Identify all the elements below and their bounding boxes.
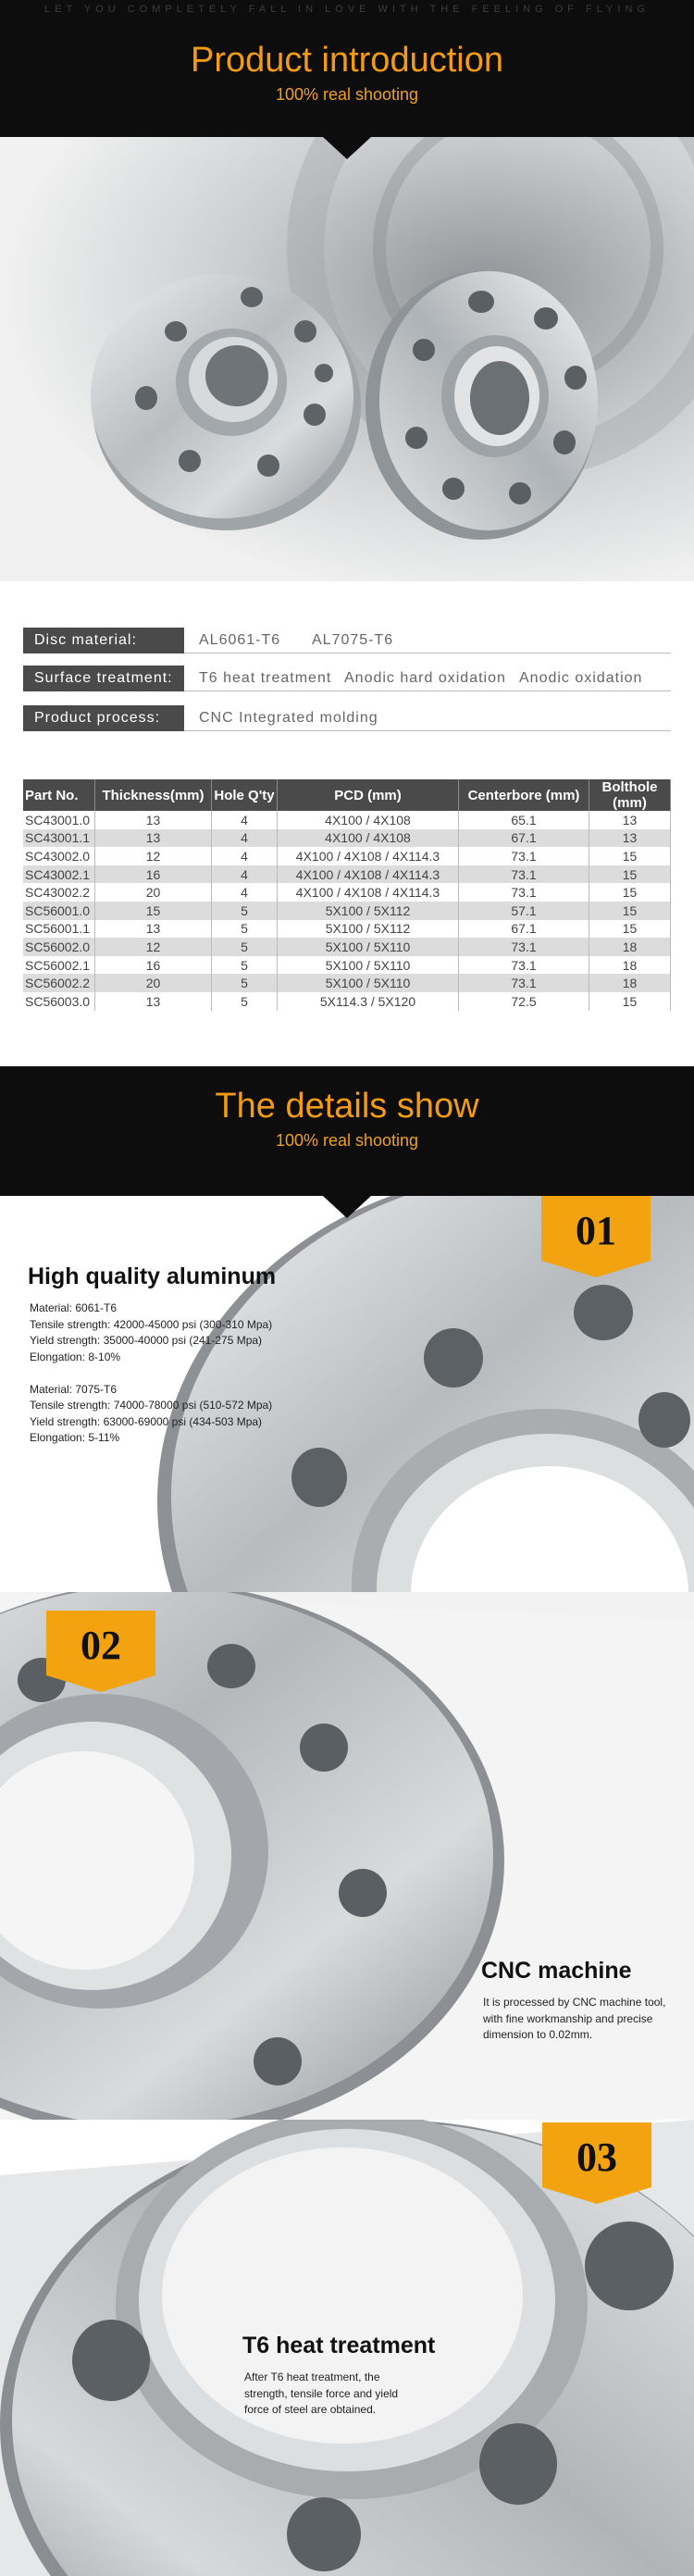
intro-header bbox=[0, 0, 694, 137]
table-cell: 73.1 bbox=[459, 847, 589, 865]
table-cell: 5 bbox=[212, 974, 278, 992]
table-cell: 18 bbox=[589, 956, 671, 975]
spec-label: Product process: bbox=[23, 705, 184, 731]
table-cell: 20 bbox=[95, 974, 212, 992]
table-row bbox=[23, 974, 671, 992]
table-header-cell: Bolthole (mm) bbox=[589, 779, 671, 811]
product-photo bbox=[0, 137, 694, 581]
detail-text: It is processed by CNC machine tool, with fine workmanship and precise dimension to 0.02mm. bbox=[483, 1996, 666, 2041]
table-cell: 65.1 bbox=[459, 811, 589, 829]
table-cell: 15 bbox=[589, 883, 671, 902]
table-header-cell: Centerbore (mm) bbox=[459, 779, 589, 811]
table-cell: 16 bbox=[95, 956, 212, 975]
table-cell: 12 bbox=[95, 938, 212, 956]
table-cell: 13 bbox=[589, 811, 671, 829]
table-cell: SC43002.0 bbox=[23, 847, 95, 865]
table-cell: 15 bbox=[589, 920, 671, 939]
table-cell: 4X100 / 4X108 / 4X114.3 bbox=[278, 847, 459, 865]
table-cell: 5 bbox=[212, 992, 278, 1011]
table-header-cell: PCD (mm) bbox=[278, 779, 459, 811]
detail-panel-3 bbox=[0, 2120, 694, 2576]
table-cell: 4X100 / 4X108 bbox=[278, 829, 459, 848]
step-badge-02 bbox=[46, 1611, 155, 1692]
table-cell: 73.1 bbox=[459, 938, 589, 956]
spec-value: CNC Integrated molding bbox=[199, 710, 378, 726]
header-notch bbox=[323, 137, 371, 159]
table-header-cell: Hole Q'ty bbox=[212, 779, 278, 811]
table-cell: 67.1 bbox=[459, 829, 589, 848]
table-cell: SC56003.0 bbox=[23, 992, 95, 1011]
table-cell: SC43001.1 bbox=[23, 829, 95, 848]
table-cell: 5X100 / 5X112 bbox=[278, 920, 459, 939]
table-cell: SC56001.0 bbox=[23, 902, 95, 920]
spec-value: T6 heat treatment bbox=[199, 670, 332, 686]
table-cell: 73.1 bbox=[459, 883, 589, 902]
table-row bbox=[23, 883, 671, 902]
table-cell: 15 bbox=[95, 902, 212, 920]
wheel-spacers-illustration bbox=[0, 137, 694, 581]
table-cell: SC43002.2 bbox=[23, 883, 95, 902]
table-cell: 4 bbox=[212, 883, 278, 902]
table-cell: 4 bbox=[212, 811, 278, 829]
intro-subtitle: 100% real shooting bbox=[275, 85, 419, 104]
table-cell: 4 bbox=[212, 865, 278, 884]
spec-surface-treatment bbox=[23, 666, 671, 691]
table-cell: SC56002.0 bbox=[23, 938, 95, 956]
table-row bbox=[23, 811, 671, 829]
table-header-cell: Part No. bbox=[23, 779, 95, 811]
table-cell: SC56001.1 bbox=[23, 920, 95, 939]
details-subtitle: 100% real shooting bbox=[275, 1131, 419, 1150]
table-cell: 13 bbox=[589, 829, 671, 848]
table-cell: SC43002.1 bbox=[23, 865, 95, 884]
detail-title: T6 heat treatment bbox=[242, 2333, 436, 2358]
table-cell: 12 bbox=[95, 847, 212, 865]
spec-label: Surface treatment: bbox=[23, 666, 184, 691]
table-cell: 13 bbox=[95, 992, 212, 1011]
table-cell: 16 bbox=[95, 865, 212, 884]
step-badge-01 bbox=[541, 1196, 651, 1277]
spec-label: Disc material: bbox=[23, 628, 184, 653]
table-cell: 18 bbox=[589, 974, 671, 992]
spec-value: Anodic hard oxidation bbox=[344, 670, 506, 686]
table-cell: 72.5 bbox=[459, 992, 589, 1011]
table-cell: 73.1 bbox=[459, 865, 589, 884]
header-notch bbox=[323, 1196, 371, 1218]
spec-value: Anodic oxidation bbox=[519, 670, 643, 686]
table-cell: 67.1 bbox=[459, 920, 589, 939]
step-number: 03 bbox=[576, 2134, 617, 2180]
table-cell: 5X100 / 5X110 bbox=[278, 938, 459, 956]
detail-title: CNC machine bbox=[481, 1958, 632, 1984]
table-cell: 18 bbox=[589, 938, 671, 956]
table-cell: 4 bbox=[212, 847, 278, 865]
table-body bbox=[23, 811, 671, 1011]
tagline: LET YOU COMPLETELY FALL IN LOVE WITH THE FEELING OF FLYING bbox=[44, 4, 650, 15]
spec-table bbox=[23, 779, 671, 1011]
detail-text: Material: 6061-T6 Tensile strength: 42000-45000 psi (300-310 Mpa) Yield strength: 35000-40000 psi (241-275 Mpa) Elongation: 8-10% Material: 7075-T6 Tensile strength: 74000-78000 psi (510-572 Mpa) Yield strength: 63000-69000 psi (434-503 Mpa) Elongation: 5-11% bbox=[30, 1301, 273, 1444]
table-row bbox=[23, 902, 671, 920]
table-row bbox=[23, 829, 671, 848]
table-header-cell: Thickness(mm) bbox=[95, 779, 212, 811]
table-cell: 73.1 bbox=[459, 956, 589, 975]
table-cell: SC56002.1 bbox=[23, 956, 95, 975]
table-cell: SC43001.0 bbox=[23, 811, 95, 829]
table-cell: SC56002.2 bbox=[23, 974, 95, 992]
table-cell: 5X100 / 5X112 bbox=[278, 902, 459, 920]
table-row bbox=[23, 920, 671, 939]
table-row bbox=[23, 956, 671, 975]
spec-value: AL6061-T6 bbox=[199, 632, 281, 648]
table-cell: 57.1 bbox=[459, 902, 589, 920]
table-row bbox=[23, 847, 671, 865]
table-cell: 15 bbox=[589, 847, 671, 865]
table-cell: 13 bbox=[95, 811, 212, 829]
details-title: The details show bbox=[215, 1087, 479, 1126]
detail-title: High quality aluminum bbox=[28, 1263, 277, 1289]
spec-disc-material bbox=[23, 628, 671, 653]
table-cell: 73.1 bbox=[459, 974, 589, 992]
table-row bbox=[23, 938, 671, 956]
table-cell: 5X100 / 5X110 bbox=[278, 956, 459, 975]
table-cell: 15 bbox=[589, 992, 671, 1011]
step-number: 01 bbox=[576, 1208, 616, 1253]
table-cell: 13 bbox=[95, 920, 212, 939]
detail-text: After T6 heat treatment, the strength, tensile force and yield force of steel are obtained. bbox=[244, 2371, 399, 2416]
table-cell: 4X100 / 4X108 bbox=[278, 811, 459, 829]
table-cell: 5 bbox=[212, 920, 278, 939]
table-cell: 5 bbox=[212, 956, 278, 975]
table-cell: 4X100 / 4X108 / 4X114.3 bbox=[278, 883, 459, 902]
table-cell: 4 bbox=[212, 829, 278, 848]
table-cell: 5 bbox=[212, 902, 278, 920]
table-cell: 5X100 / 5X110 bbox=[278, 974, 459, 992]
table-cell: 4X100 / 4X108 / 4X114.3 bbox=[278, 865, 459, 884]
table-row bbox=[23, 992, 671, 1011]
step-number: 02 bbox=[81, 1623, 121, 1668]
table-row bbox=[23, 865, 671, 884]
table-cell: 5 bbox=[212, 938, 278, 956]
step-badge-03 bbox=[542, 2122, 651, 2204]
table-cell: 5X114.3 / 5X120 bbox=[278, 992, 459, 1011]
detail-panel-1 bbox=[0, 1196, 694, 1603]
table-cell: 15 bbox=[589, 865, 671, 884]
intro-title: Product introduction bbox=[191, 41, 503, 80]
table-header-row bbox=[23, 779, 671, 811]
table-cell: 13 bbox=[95, 829, 212, 848]
spec-product-process bbox=[23, 705, 671, 731]
details-header bbox=[0, 1066, 694, 1196]
detail-panel-2 bbox=[0, 1592, 694, 2147]
table-cell: 20 bbox=[95, 883, 212, 902]
table-cell: 15 bbox=[589, 902, 671, 920]
spec-value: AL7075-T6 bbox=[312, 632, 394, 648]
